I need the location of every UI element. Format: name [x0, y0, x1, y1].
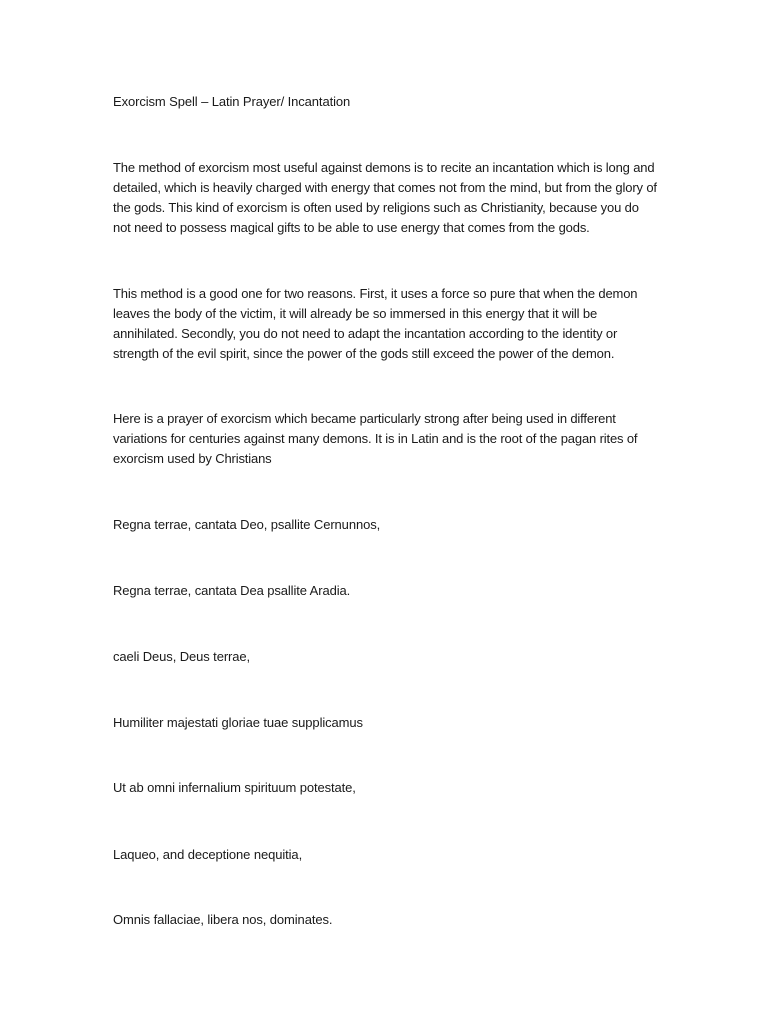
paragraph-prayer-intro: Here is a prayer of exorcism which became particularly strong after being used in different variations for centuries against many demons. It is in Latin and is the root of the pagan rites of exorcism used by Christians	[113, 411, 638, 466]
verse-line: caeli Deus, Deus terrae,	[113, 649, 251, 664]
verse-line: Laqueo, and deceptione nequitia,	[113, 847, 303, 862]
verse-line: Regna terrae, cantata Dea psallite Aradia.	[113, 583, 351, 598]
paragraph-reasons: This method is a good one for two reasons. First, it uses a force so pure that when the demon leaves the body of the victim, it will already be so immersed in this energy that it will be annihilated. Secondly, you do not need to adapt the incantation according to the identity or strength of the evil spirit, since the power of the gods still exceed the power of the demon.	[113, 286, 638, 361]
verse-line: Ut ab omni infernalium spirituum potestate,	[113, 780, 356, 795]
verse-line: Omnis fallaciae, libera nos, dominates.	[113, 912, 333, 927]
document-title: Exorcism Spell – Latin Prayer/ Incantation	[113, 94, 351, 109]
verse-line: Humiliter majestati gloriae tuae supplicamus	[113, 715, 363, 730]
verse-line: Regna terrae, cantata Deo, psallite Cernunnos,	[113, 517, 381, 532]
paragraph-method: The method of exorcism most useful against demons is to recite an incantation which is long and detailed, which is heavily charged with energy that comes not from the mind, but from the glory of the gods. This kind of exorcism is often used by religions such as Christianity, because you do not need to possess magical gifts to be able to use energy that comes from the gods.	[113, 160, 657, 235]
